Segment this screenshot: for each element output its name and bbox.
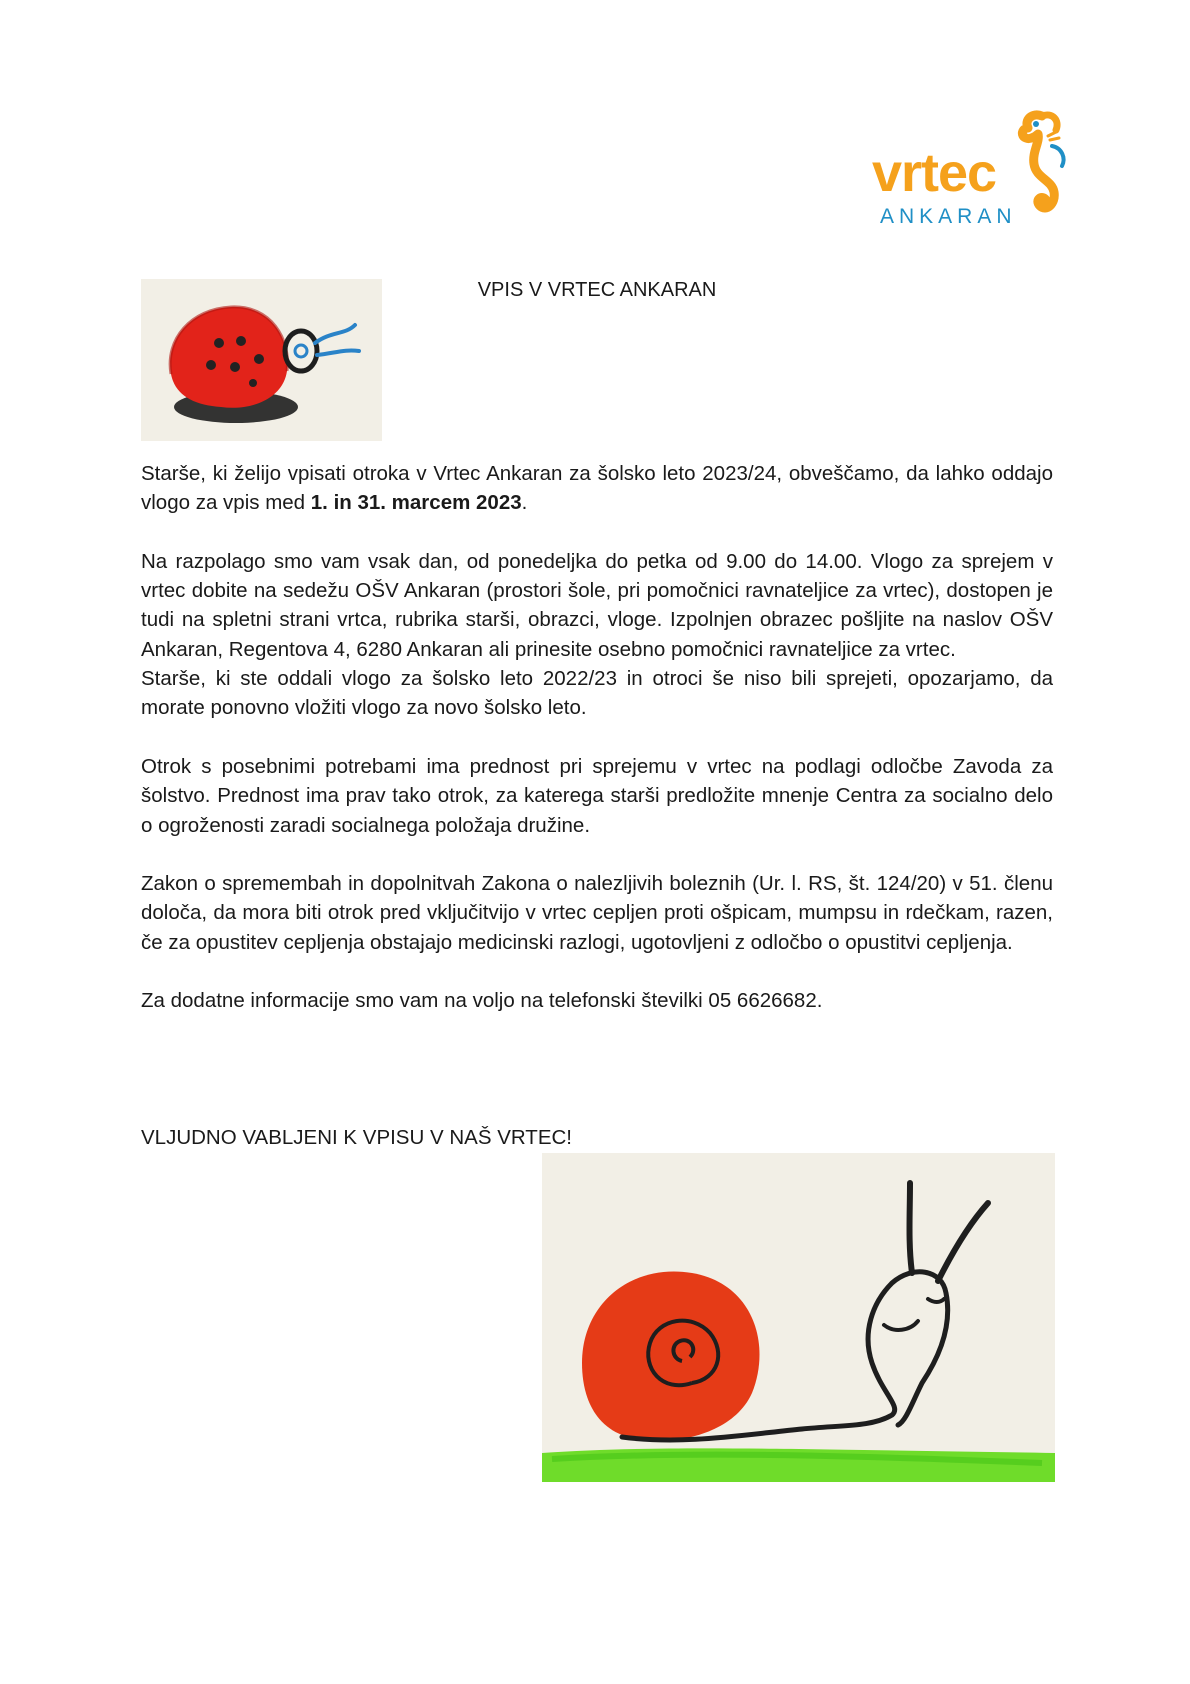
- paragraph-vaccination: Zakon o spremembah in dopolnitvah Zakona o nalezljivih boleznih (Ur. l. RS, št. 124/20) v 51. členu določa, da mora biti otrok pred vključitvijo v vrtec cepljen proti ošpicam, mumpsu in rdečkam, razen, če za opustitev cepljenja obstajajo medicinski razlogi, ugotovljeni z odločbo o opustitvi cepljenja.: [141, 872, 1053, 954]
- document-title-text: VPIS V VRTEC ANKARAN: [477, 279, 717, 301]
- paragraph-enrollment-end: .: [521, 491, 528, 515]
- ladybug-drawing: [141, 279, 382, 441]
- paragraph-contact: Za dodatne informacije smo vam na voljo na telefonski številki 05 6626682.: [141, 989, 823, 1013]
- paragraph-priority: Otrok s posebnimi potrebami ima prednost pri sprejemu v vrtec na podlagi odločbe Zavoda za šolstvo. Prednost ima prav tako otrok, za katerega starši predložite mnenje Centra za socialno delo o ogroženosti zaradi socialnega položaja družine.: [141, 754, 1053, 837]
- snail-drawing: [542, 1153, 1055, 1482]
- document-title: [0, 278, 1190, 302]
- logo-wordmark: vrtec: [872, 143, 997, 203]
- paragraph-reapply: Starše, ki ste oddali vlogo za šolsko leto 2022/23 in otroci še niso bili sprejeti, opozarjamo, da morate ponovno vložiti vlogo za novo šolsko leto.: [141, 667, 1053, 720]
- paragraph-enrollment-period: [141, 459, 1053, 518]
- document-body: [141, 459, 1053, 1045]
- closing-invitation: VLJUDNO VABLJENI K VPISU V NAŠ VRTEC!: [141, 1126, 573, 1149]
- logo-subtitle: ANKARAN: [880, 205, 1017, 228]
- paragraph-enrollment-text: Starše, ki želijo vpisati otroka v Vrtec Ankaran za šolsko leto 2023/24, obveščamo, da lahko oddajo vlogo za vpis med: [141, 462, 1053, 515]
- enrollment-dates: 1. in 31. marcem 2023: [310, 491, 522, 515]
- vrtec-ankaran-logo: [872, 106, 1072, 236]
- paragraph-office-hours: Na razpolago smo vam vsak dan, od ponedeljka do petka od 9.00 do 14.00. Vlogo za sprejem v vrtec dobite na sedežu OŠV Ankaran (prostori šole, pri pomočnici ravnateljice za vrtec), dostopen je tudi na spletni strani vrtca, rubrika starši, obrazci, vloge. Izpolnjen obrazec pošljite na naslov OŠV Ankaran, Regentova 4, 6280 Ankaran ali prinesite osebno pomočnici ravnateljice za vrtec.: [141, 549, 1053, 661]
- seahorse-icon: [1012, 106, 1082, 234]
